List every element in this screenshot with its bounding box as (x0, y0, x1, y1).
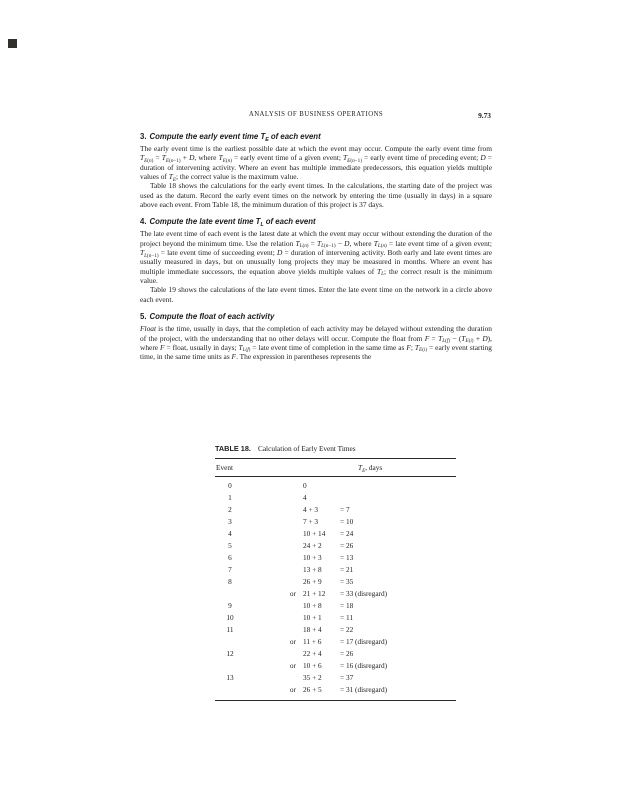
calculation-cell: 35 + 2 (303, 673, 322, 682)
or-cell: or (289, 661, 296, 670)
result-cell (340, 480, 456, 492)
table-18 (215, 444, 456, 701)
calculation-cell: 10 + 1 (303, 613, 322, 622)
table-row (215, 600, 456, 612)
event-cell (215, 660, 245, 672)
table-bottom-rule (215, 700, 456, 701)
or-cell (245, 552, 303, 564)
or-cell (245, 576, 303, 588)
calculation-cell: 11 + 6 (303, 637, 322, 646)
table-row (215, 588, 456, 600)
result-cell: = 13 (340, 553, 354, 562)
result-cell: = 26 (340, 541, 354, 550)
result-cell: = 11 (340, 613, 353, 622)
table-row (215, 660, 456, 672)
calculation-cell: 26 + 9 (303, 577, 322, 586)
result-cell: = 17 (disregard) (340, 637, 388, 646)
section-heading-3 (140, 132, 492, 141)
table-row (215, 516, 456, 528)
table-body (215, 477, 456, 700)
column-header-event: Event (216, 463, 234, 472)
table-row (215, 624, 456, 636)
table-row (215, 636, 456, 648)
section-title: Compute the early event time $T_E$ of each event (149, 132, 321, 143)
section-heading-4 (140, 217, 492, 226)
event-cell: 3 (228, 517, 232, 526)
result-cell: = 21 (340, 565, 354, 574)
table-row (215, 612, 456, 624)
section-title: Compute the late event time $T_L$ of each event (149, 217, 316, 228)
or-cell (245, 480, 303, 492)
table-caption (215, 444, 456, 453)
table-header-row (215, 459, 456, 476)
event-cell: 5 (228, 541, 232, 550)
calculation-cell: 10 + 6 (303, 661, 322, 670)
paragraph: Table 19 shows the calculations of the late event times. Enter the late event time on the network in a circle above each event. (140, 285, 492, 304)
or-cell (245, 672, 303, 684)
result-cell: = 33 (disregard) (340, 589, 388, 598)
scan-artifact-mark (8, 39, 17, 48)
event-cell: 13 (226, 673, 234, 682)
event-cell: 7 (228, 565, 232, 574)
running-header (140, 111, 492, 124)
event-cell: 4 (228, 529, 232, 538)
event-cell (215, 684, 245, 696)
paragraph: Float is the time, usually in days, that the completion of each activity may be delayed without extending the duration of the project, with the understanding that no other delays will occur. Compute the float from $F = T_{L(f)} - (T_{E(i)} + D)$, where F = float, usually in days; $T_{L(f)}$ = late event time of completion in the same time as F; $T_{E(i)}$ = early event starting time, in the same time units as F. The expression in parentheses represents the (140, 324, 492, 362)
table-row (215, 684, 456, 696)
event-cell (215, 636, 245, 648)
calculation-cell: 10 + 3 (303, 553, 322, 562)
calculation-cell: 7 + 3 (303, 517, 319, 526)
running-header-title: ANALYSIS OF BUSINESS OPERATIONS (248, 111, 384, 118)
result-cell: = 16 (disregard) (340, 661, 388, 670)
or-cell (245, 540, 303, 552)
or-cell (245, 648, 303, 660)
event-cell: 1 (228, 493, 232, 502)
result-cell: = 31 (disregard) (340, 685, 388, 694)
event-cell: 2 (228, 505, 232, 514)
or-cell (245, 564, 303, 576)
event-cell: 10 (226, 613, 234, 622)
or-cell (245, 528, 303, 540)
calculation-cell: 4 (303, 493, 307, 502)
table-title: Calculation of Early Event Times (257, 444, 356, 453)
result-cell: = 26 (340, 649, 354, 658)
or-cell (245, 612, 303, 624)
paragraph: Table 18 shows the calculations for the early event times. In the calculations, the starting date of the project was used as the datum. Record the early event times on the network by entering the time (usually in days) in a square above each event. From Table 18, the minimum duration of this project is 37 days. (140, 181, 492, 210)
calculation-cell: 10 + 8 (303, 601, 322, 610)
result-cell: = 22 (340, 625, 354, 634)
section-title: Compute the float of each activity (149, 312, 275, 322)
result-cell: = 7 (340, 505, 350, 514)
table-row (215, 492, 456, 504)
table-row (215, 564, 456, 576)
section-number: 5. (140, 312, 147, 322)
event-cell: 0 (228, 481, 232, 490)
calculation-cell: 0 (303, 481, 307, 490)
or-cell (245, 504, 303, 516)
event-cell: 9 (228, 601, 232, 610)
calculation-cell: 10 + 14 (303, 529, 326, 538)
or-cell (245, 600, 303, 612)
result-cell (340, 492, 456, 504)
or-cell: or (289, 685, 296, 694)
table-row (215, 552, 456, 564)
result-cell: = 37 (340, 673, 354, 682)
or-cell (245, 516, 303, 528)
event-cell: 11 (226, 625, 234, 634)
section-number: 4. (140, 217, 147, 227)
result-cell: = 35 (340, 577, 354, 586)
page-number: 9.73 (478, 110, 491, 120)
event-cell: 6 (228, 553, 232, 562)
calculation-cell: 22 + 4 (303, 649, 322, 658)
table-row (215, 648, 456, 660)
table-row (215, 672, 456, 684)
event-cell: 12 (226, 649, 234, 658)
calculation-cell: 18 + 4 (303, 625, 322, 634)
calculation-cell: 26 + 5 (303, 685, 322, 694)
or-cell: or (289, 589, 296, 598)
table-row (215, 528, 456, 540)
table-row (215, 480, 456, 492)
result-cell: = 18 (340, 601, 354, 610)
calculation-cell: 13 + 8 (303, 565, 322, 574)
calculation-cell: 21 + 12 (303, 589, 326, 598)
calculation-cell: 24 + 2 (303, 541, 322, 550)
result-cell: = 10 (340, 517, 354, 526)
paragraph: The late event time of each event is the latest date at which the event may occur without extending the duration of the project beyond the minimum time. Use the relation $T_{L(n)} = T_{L(n-1)} - D$, where $T_{L(n)}$ = late event time of a given event; $T_{L(n-1)}$ = late event time of succeeding event; D = duration of intervening activity. Both early and late event times are usually measured in days, but on unusually long projects they may be measured in months. Where an event has multiple immediate successors, the equation above yields multiple values of $T_L$; the correct result is the minimum value. (140, 229, 492, 286)
paragraph: The early event time is the earliest possible date at which the event may occur. Compute the early event time from $T_{E(n)} = T_{E(n-1)} + D$, where $T_{E(n)}$ = early event time of a given event; $T_{E(n-1)}$ = early event time of preceding event; D = duration of intervening activity. Where an event has multiple immediate predecessors, this equation yields multiple values of $T_E$; the correct value is the maximum value. (140, 144, 492, 183)
or-cell (245, 492, 303, 504)
table-label: TABLE 18. (215, 444, 251, 453)
or-cell (245, 624, 303, 636)
calculation-cell: 4 + 3 (303, 505, 319, 514)
event-cell (215, 588, 245, 600)
event-cell: 8 (228, 577, 232, 586)
section-number: 3. (140, 132, 147, 141)
result-cell: = 24 (340, 529, 354, 538)
or-cell: or (289, 637, 296, 646)
table-row (215, 540, 456, 552)
table-row (215, 504, 456, 516)
section-heading-5 (140, 312, 492, 321)
text-column (140, 111, 492, 362)
table-row (215, 576, 456, 588)
column-header-te-days: $T_E$, days (358, 463, 383, 474)
